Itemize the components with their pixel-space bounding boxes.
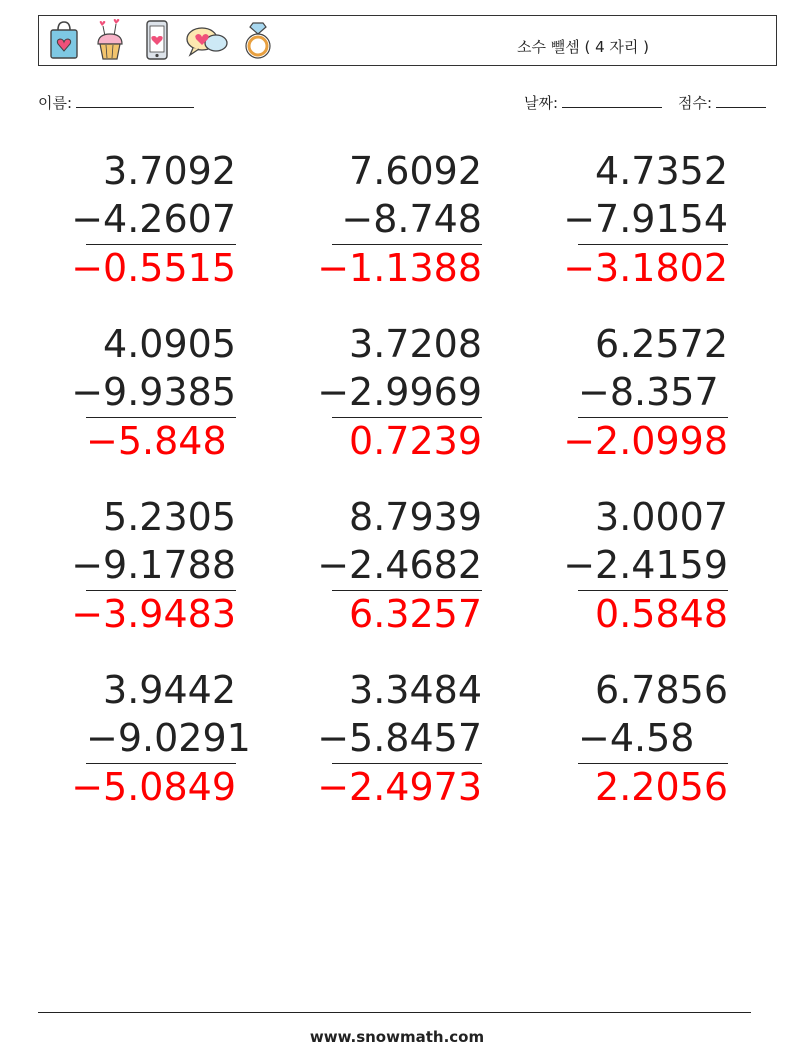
- minuend: 3.9442: [103, 668, 236, 712]
- subtrahend: −9.9385: [71, 370, 236, 414]
- answer-rule: [332, 244, 482, 245]
- minuend: 7.6092: [349, 149, 482, 193]
- subtrahend: −5.8457: [317, 716, 482, 760]
- subtrahend: −8.357: [578, 370, 719, 414]
- answer-rule: [332, 590, 482, 591]
- answer: 2.2056: [595, 765, 728, 809]
- answer: −3.1802: [563, 246, 728, 290]
- minuend: 3.3484: [349, 668, 482, 712]
- subtrahend: −2.9969: [317, 370, 482, 414]
- footer-divider: [38, 1012, 751, 1013]
- answer: 6.3257: [349, 592, 482, 636]
- minuend: 8.7939: [349, 495, 482, 539]
- cupcake-hearts-icon: [93, 18, 127, 62]
- answer: −1.1388: [317, 246, 482, 290]
- minuend: 3.7208: [349, 322, 482, 366]
- subtrahend: −7.9154: [563, 197, 728, 241]
- worksheet-header: [38, 15, 777, 66]
- date-label: 날짜:: [524, 94, 559, 112]
- footer-site: www.snowmath.com: [309, 1028, 485, 1046]
- worksheet-title: 소수 뺄셈 ( 4 자리 ): [517, 38, 650, 56]
- shopping-bag-heart-icon: [47, 18, 81, 62]
- name-field[interactable]: [38, 92, 194, 113]
- answer: 0.5848: [595, 592, 728, 636]
- minuend: 5.2305: [103, 495, 236, 539]
- subtrahend: −8.748: [341, 197, 482, 241]
- answer: −5.0849: [71, 765, 236, 809]
- name-label: 이름:: [38, 94, 73, 112]
- answer: 0.7239: [349, 419, 482, 463]
- score-field[interactable]: [678, 92, 766, 113]
- score-line: [716, 93, 766, 108]
- minuend: 3.0007: [595, 495, 728, 539]
- answer-rule: [332, 763, 482, 764]
- answer-rule: [86, 417, 236, 418]
- minuend: 4.0905: [103, 322, 236, 366]
- diamond-ring-icon: [241, 18, 275, 62]
- minuend: 6.7856: [595, 668, 728, 712]
- date-field[interactable]: [524, 92, 662, 113]
- answer: −5.848: [86, 419, 227, 463]
- subtrahend: −4.2607: [71, 197, 236, 241]
- answer: −2.0998: [563, 419, 728, 463]
- score-label: 점수:: [678, 94, 713, 112]
- speech-bubbles-heart-icon: [185, 18, 229, 62]
- subtrahend: −4.58: [578, 716, 695, 760]
- answer-rule: [578, 417, 728, 418]
- subtrahend: −2.4682: [317, 543, 482, 587]
- name-line: [76, 93, 194, 108]
- date-line: [562, 93, 662, 108]
- answer-rule: [86, 590, 236, 591]
- answer-rule: [578, 590, 728, 591]
- minuend: 4.7352: [595, 149, 728, 193]
- minuend: 3.7092: [103, 149, 236, 193]
- subtrahend: −9.1788: [71, 543, 236, 587]
- minuend: 6.2572: [595, 322, 728, 366]
- subtrahend: −9.0291: [86, 716, 251, 760]
- subtrahend: −2.4159: [563, 543, 728, 587]
- header-icons: [47, 18, 275, 62]
- answer-rule: [578, 244, 728, 245]
- phone-heart-icon: [139, 18, 173, 62]
- answer: −3.9483: [71, 592, 236, 636]
- answer-rule: [578, 763, 728, 764]
- answer: −0.5515: [71, 246, 236, 290]
- answer: −2.4973: [317, 765, 482, 809]
- answer-rule: [86, 244, 236, 245]
- answer-rule: [86, 763, 236, 764]
- answer-rule: [332, 417, 482, 418]
